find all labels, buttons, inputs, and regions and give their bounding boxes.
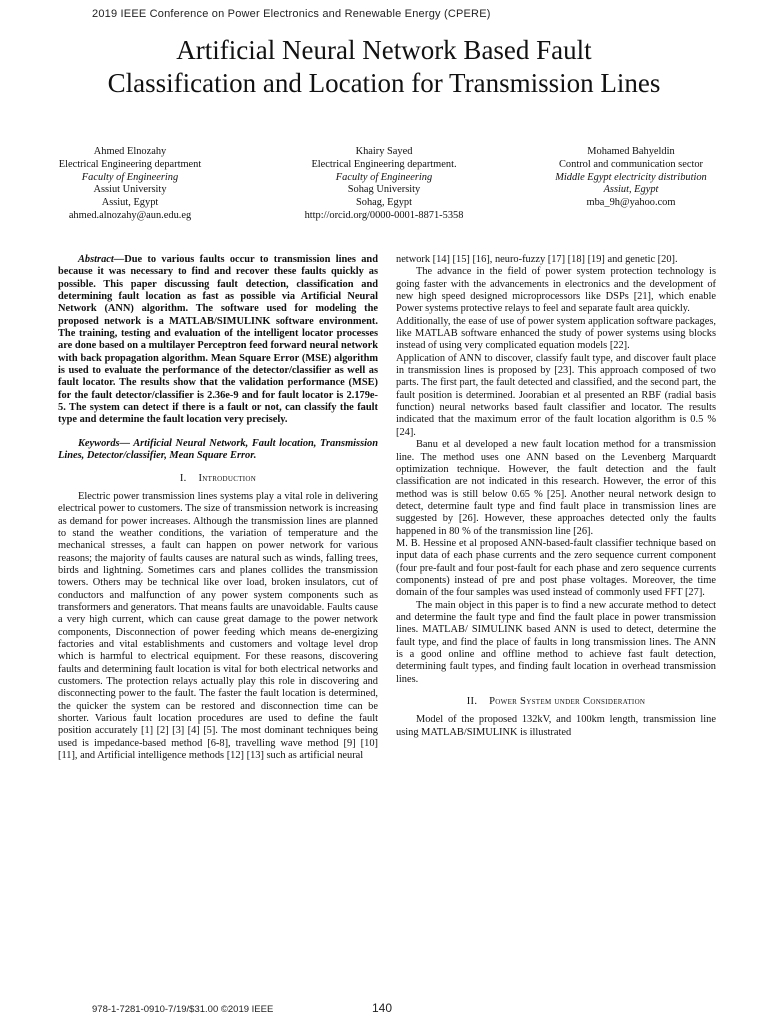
paragraph-continued: network [14] [15] [16], neuro-fuzzy [17] [18] [19] and genetic [20].	[396, 254, 678, 265]
section-number: II.	[466, 696, 478, 708]
author-dept: Electrical Engineering department.	[311, 158, 457, 170]
author-dept: Electrical Engineering department	[58, 158, 202, 170]
intro-paragraph: Electric power transmission lines systems play a vital role in delivering electrical power to customers. The size of transmission network is increasing as demand for power increases. Although the transmission lines are planned to stand the weather conditions, the variation of temperature and the mechanical stresses, a fault can happen on power network for various reasons; the majority of faults causes are natural such as winds, falling trees, birds and lightning. Sometimes cars and planes collides the transmission towers. Others may be technical like over load, broken insulators, cut of conductors and malfunction of any power system components such as transformers and generators. That means faults are unavoidable. Faults cause a very high current, which can cause great damage to the power network components, Disconnection of power feeding which means de-energizing factories and vital establishments and customers and voltage level drop which is harmful to electrical equipment. For these reasons, discovering faults and determining fault location is vital for both electrical networks and customers. The protection relays actually play this role in discovering and disconnecting power to the fault. The faster the fault location is determined, the quicker the system can be restored and disconnection time can be shorter. Various fault location procedures are used to define the fault position accurately [1] [2] [3] [4] [5]. The most dominant techniques being used is impedance-based method [6-8], travelling wave method [9] [10] [11], and Artificial intelligence methods [12] [13] such as artificial neural	[58, 490, 378, 762]
section-heading-introduction	[58, 473, 378, 485]
author-block-1	[10, 146, 250, 223]
section-title: Power System under Consideration	[489, 696, 646, 708]
paper-title	[40, 34, 728, 100]
paragraph-additionally: Additionally, the ease of use of power system application software packages, like MATLAB software enhanced the study of power systems using blocks instead of using very complicated equation models [22].	[396, 315, 716, 352]
author-affiliation: Middle Egypt electricity distribution	[555, 171, 707, 183]
author-place: Assiut, Egypt	[101, 197, 159, 209]
paragraph-model: Model of the proposed 132kV, and 100km length, transmission line using MATLAB/SIMULINK is illustrated	[396, 714, 716, 738]
paragraph-advance: The advance in the field of power system protection technology is going faster with the advancements in electronics and the development of new high speed designed microprocessors like DSPs [21], which enable Power systems protective relays to feel and separate fault area quickly.	[396, 266, 716, 315]
paragraph-main-object: The main object in this paper is to find a new accurate method to detect and determine the fault type and find the fault place in power transmission lines. MATLAB/ SIMULINK based ANN is used to detect, determine the fault type, and find the place of faults in long transmission lines. The ANN is a good online and offline method to achieve fast fault detection, determining fault types, and finding fault location in overhead transmission lines.	[396, 599, 716, 685]
author-faculty: Faculty of Engineering	[81, 171, 179, 183]
author-orcid: http://orcid.org/0000-0001-8871-5358	[304, 209, 464, 221]
author-place: Assiut, Egypt	[603, 184, 659, 196]
title-line-2: Classification and Location for Transmission Lines	[107, 68, 661, 98]
footer-copyright: 978-1-7281-0910-7/19/$31.00 ©2019 IEEE	[92, 1004, 274, 1015]
author-block-2	[264, 146, 504, 223]
abstract-text: Due to various faults occur to transmission lines and because it was necessary to find and recover these faults quickly as possible. This paper discussing fault detection, classification and determining fault location as fast as possible via Artificial Neural Network (ANN) algorithm. The software used for modeling the proposed network is a MATLAB/SIMULINK software environment. The training, testing and evaluation of the intelligent locator processes are done based on a multilayer Perceptron feed forward neural network with back propagation algorithm. Mean Square Error (MSE) algorithm is used to evaluate the performance of the detector/classifier as well as fault locator. The results show that the validation performance (MSE) for the fault detector/classifier is 2.36e-9 and for fault locator is 2.179e-5. The system can detect if there is a fault or not, can classify the fault type and determine the fault location very precisely.	[58, 254, 378, 426]
author-email: mba_9h@yahoo.com	[586, 197, 676, 209]
author-email: ahmed.alnozahy@aun.edu.eg	[68, 209, 192, 221]
keywords	[58, 438, 378, 463]
abstract	[58, 254, 378, 427]
paragraph-banu: Banu et al developed a new fault location method for a transmission line. The method uses one ANN based on the Levenberg Marquardt optimization technique. However, the fault detection and the fault classification are not indicated in this research. However, the error of this method was is still below 0.65 % [25]. Another neural network design to detect, determine fault type and find fault place in transmission lines are suggested by [26]. However, these approaches detected only the faults happened in 80 % of the transmission line [26].	[396, 439, 716, 537]
author-name: Ahmed Elnozahy	[93, 146, 167, 157]
left-column	[58, 254, 378, 762]
conference-header: 2019 IEEE Conference on Power Electronics and Renewable Energy (CPERE)	[92, 8, 491, 20]
author-faculty: Faculty of Engineering	[335, 171, 433, 183]
section-number: I.	[179, 472, 187, 484]
keywords-label: Keywords—	[78, 437, 130, 449]
author-place: Sohag, Egypt	[356, 197, 412, 209]
author-org: Sohag University	[347, 184, 421, 196]
author-org: Assiut University	[93, 184, 167, 196]
right-column	[396, 254, 716, 739]
paragraph-application: Application of ANN to discover, classify fault type, and discover fault place in transmission lines is proposed by [23]. This approach composed of two parts. The first part, the fault detected and classified, and the second part, the fault position is determined. Joorabian et al presented an RBF (radial basis function) neural networks based fault classifier and locator. The results indicated that the maximum error of the fault location algorithm is 0.5 % [24].	[396, 352, 716, 438]
page-number: 140	[372, 1001, 393, 1015]
section-title: Introduction	[198, 472, 257, 484]
paragraph-hessine: M. B. Hessine et al proposed ANN-based-fault classifier technique based on input data of each phase currents and the zero sequence current component (four pre-fault and four post-fault for each phase and zero sequence currents components) instead of pre and post phase voltages. Moreover, the time domain of the four samples was used instead of commonly used FFT [27].	[396, 537, 716, 599]
abstract-label: Abstract—	[78, 254, 125, 265]
author-name: Khairy Sayed	[355, 146, 413, 157]
keywords-text: Artificial Neural Network, Fault location, Transmission Lines, Detector/classifier, Mean Square Error.	[58, 437, 378, 462]
author-dept: Control and communication sector	[559, 158, 703, 170]
section-heading-power-system	[396, 696, 716, 708]
author-block-3	[511, 146, 751, 210]
author-name: Mohamed Bahyeldin	[587, 146, 675, 157]
title-line-1: Artificial Neural Network Based Fault	[176, 35, 592, 65]
